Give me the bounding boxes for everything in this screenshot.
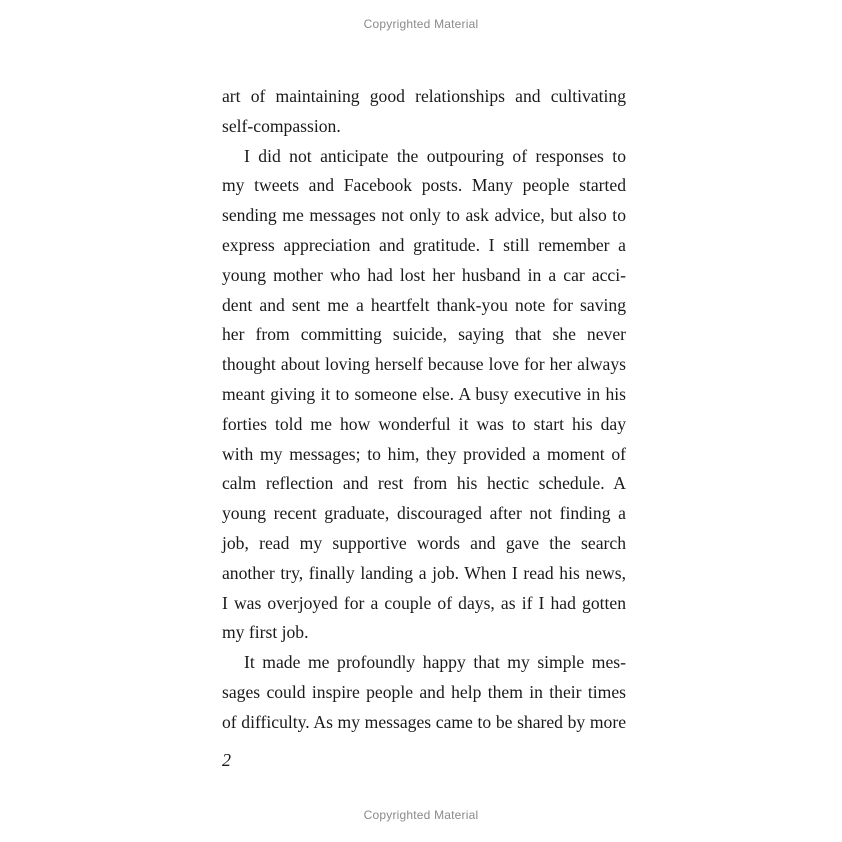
text-line: sages could inspire people and help them in their times bbox=[222, 681, 626, 702]
text-line: thought about loving herself because love for her always bbox=[222, 354, 626, 375]
text-line: I did not anticipate the outpouring of responses to bbox=[244, 145, 626, 166]
text-line: forties told me how wonderful it was to start his day bbox=[222, 413, 626, 434]
text-line: meant giving it to someone else. A busy executive in his bbox=[222, 383, 626, 404]
text-line: calm reflection and rest from his hectic schedule. A bbox=[222, 473, 626, 494]
text-line: my tweets and Facebook posts. Many people started bbox=[222, 175, 626, 196]
text-line: dent and sent me a heartfelt thank-you note for saving bbox=[222, 294, 626, 315]
text-line: my first job. bbox=[222, 622, 309, 643]
text-line: young mother who had lost her husband in a car acci- bbox=[222, 264, 626, 285]
text-line: art of maintaining good relationships and cultivating bbox=[222, 86, 626, 106]
text-line: with my messages; to him, they provided a moment of bbox=[222, 443, 626, 464]
text-line: job, read my supportive words and gave the search bbox=[222, 532, 626, 553]
text-line: sending me messages not only to ask advice, but also to bbox=[222, 205, 626, 226]
book-page-text bbox=[222, 82, 626, 738]
text-line: of difficulty. As my messages came to be shared by more bbox=[222, 711, 626, 732]
text-line: self-compassion. bbox=[222, 115, 341, 136]
text-line: another try, finally landing a job. When I read his news, bbox=[222, 562, 626, 583]
text-line: express appreciation and gratitude. I still remember a bbox=[222, 234, 626, 255]
copyright-watermark-top: Copyrighted Material bbox=[363, 17, 479, 31]
text-line: I was overjoyed for a couple of days, as if I had gotten bbox=[222, 592, 626, 613]
text-line: young recent graduate, discouraged after not finding a bbox=[222, 503, 626, 524]
copyright-watermark-bottom: Copyrighted Material bbox=[363, 808, 479, 822]
page-number: 2 bbox=[222, 750, 231, 770]
text-line: her from committing suicide, saying that she never bbox=[222, 324, 626, 345]
text-line: It made me profoundly happy that my simple mes- bbox=[244, 652, 626, 673]
